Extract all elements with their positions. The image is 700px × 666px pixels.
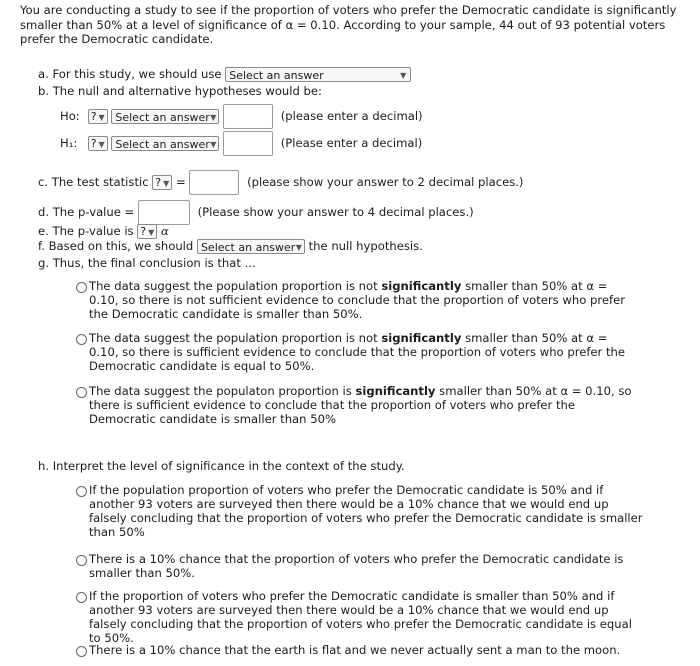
equals-sign: = <box>175 175 186 189</box>
question-a-label: a. For this study, we should use <box>38 67 222 81</box>
interpretation-radio-4[interactable] <box>76 646 87 657</box>
option-text: smaller than 50% at α = 0.10, so there is not sufficient evidence to conclude that the proportion of voters who prefer the Democratic candidate is smaller than 50%. <box>89 279 625 321</box>
chevron-down-icon: ▼ <box>163 179 170 188</box>
interpretation-option-3[interactable]: If the proportion of voters who prefer the Democratic candidate is smaller than 50% and if another 93 voters are surveyed then there would be a 10% chance that we would end up falsely concluding that the proportion of voters who prefer the Democratic candidate is equal to 50%. <box>89 589 632 645</box>
problem-statement: You are conducting a study to see if the proportion of voters who prefer the Democratic candidate is significantly smaller than 50% at a level of significance of α = 0.10. According to your sample, 44 out of 93 potential voters prefer the Democratic candidate. <box>20 3 677 46</box>
test-statistic-input[interactable] <box>189 170 239 195</box>
decision-select-value: Select an answer <box>200 241 296 254</box>
question-h-label: h. Interpret the level of significance in the context of the study. <box>38 459 405 473</box>
question-b-label: b. The null and alternative hypotheses would be: <box>38 84 322 98</box>
decision-select[interactable] <box>197 239 305 254</box>
interpretation-option-4[interactable]: There is a 10% chance that the earth is flat and we never actually sent a man to the moon. <box>89 643 621 657</box>
question-c <box>38 170 523 195</box>
interpretation-option-1[interactable]: If the population proportion of voters who prefer the Democratic candidate is 50% and if another 93 voters are surveyed then there would be a 10% chance that we would end up falsely concluding that the proportion of voters who prefer the Democratic candidate is smaller than 50% <box>89 483 643 539</box>
conclusion-radio-2[interactable] <box>76 334 87 345</box>
h1-value-input[interactable] <box>223 131 273 156</box>
option-text: smaller than 50% at α = 0.10, so there is sufficient evidence to conclude that the proportion of voters who prefer the Democratic candidate is equal to 50%. <box>89 331 626 373</box>
question-e-label: e. The p-value is <box>38 224 134 238</box>
h1-parameter-value: Select an answer <box>115 138 210 151</box>
conclusion-option-1[interactable] <box>89 279 634 321</box>
conclusion-radio-3[interactable] <box>76 387 87 398</box>
option-text: smaller than 50% at α = 0.10, so there is sufficient evidence to conclude that the proportion of voters who prefer the Democratic candidate is smaller than 50% <box>89 384 632 426</box>
question-d-label: d. The p-value = <box>38 205 135 219</box>
question-g-label: g. Thus, the final conclusion is that ... <box>38 256 256 270</box>
chevron-down-icon: ▼ <box>210 140 217 149</box>
conclusion-radio-1[interactable] <box>76 282 87 293</box>
h1-label: H₁: <box>60 136 78 150</box>
question-e <box>38 224 169 239</box>
option-text: The data suggest the population proportion is not <box>89 279 382 293</box>
interpretation-radio-2[interactable] <box>76 555 87 566</box>
question-a <box>38 67 411 82</box>
interpretation-radio-1[interactable] <box>76 486 87 497</box>
chevron-down-icon: ▼ <box>210 113 217 122</box>
chevron-down-icon: ▼ <box>98 140 105 149</box>
option-bold: significantly <box>381 331 462 345</box>
option-bold: significantly <box>355 384 436 398</box>
h1-parameter-select[interactable] <box>111 136 219 151</box>
h1-hint: (Please enter a decimal) <box>280 136 423 150</box>
test-statistic-select[interactable] <box>152 175 172 190</box>
question-d <box>38 200 474 225</box>
chevron-down-icon: ▼ <box>400 71 407 80</box>
option-text: The data suggest the population proportion is not <box>89 331 382 345</box>
conclusion-option-3[interactable] <box>89 384 634 426</box>
interpretation-radio-3[interactable] <box>76 592 87 603</box>
h0-row <box>60 104 423 129</box>
h1-symbol-select[interactable] <box>88 136 108 151</box>
conclusion-option-2[interactable] <box>89 331 634 373</box>
alpha-symbol: α <box>160 224 169 238</box>
interpretation-option-2[interactable]: There is a 10% chance that the proportion of voters who prefer the Democratic candidate is smaller than 50%. <box>89 552 624 580</box>
p-value-hint: (Please show your answer to 4 decimal places.) <box>197 205 474 219</box>
question-f <box>38 239 423 254</box>
option-bold: significantly <box>381 279 462 293</box>
question-c-label: c. The test statistic <box>38 175 149 189</box>
question-f-label: f. Based on this, we should <box>38 239 194 253</box>
h0-symbol-value: ? <box>90 110 97 123</box>
p-value-input[interactable] <box>138 200 190 225</box>
h0-value-input[interactable] <box>223 104 273 129</box>
test-statistic-symbol: ? <box>155 176 162 189</box>
h1-symbol-value: ? <box>90 137 97 150</box>
decision-tail: the null hypothesis. <box>308 239 423 253</box>
h0-parameter-select[interactable] <box>111 109 219 124</box>
chevron-down-icon: ▼ <box>295 243 302 252</box>
h0-label: Ho: <box>60 109 80 123</box>
test-type-select-value: Select an answer <box>229 69 324 82</box>
chevron-down-icon: ▼ <box>98 113 105 122</box>
chevron-down-icon: ▼ <box>148 228 155 237</box>
option-text: The data suggest the populaton proportion is <box>89 384 356 398</box>
p-value-compare-select[interactable] <box>137 224 157 239</box>
h0-symbol-select[interactable] <box>88 109 108 124</box>
test-type-select[interactable] <box>225 67 411 82</box>
test-statistic-hint: (please show your answer to 2 decimal places.) <box>247 175 524 189</box>
p-value-compare-value: ? <box>140 225 147 238</box>
h1-row <box>60 131 422 156</box>
h0-hint: (please enter a decimal) <box>280 109 423 123</box>
h0-parameter-value: Select an answer <box>115 111 210 124</box>
